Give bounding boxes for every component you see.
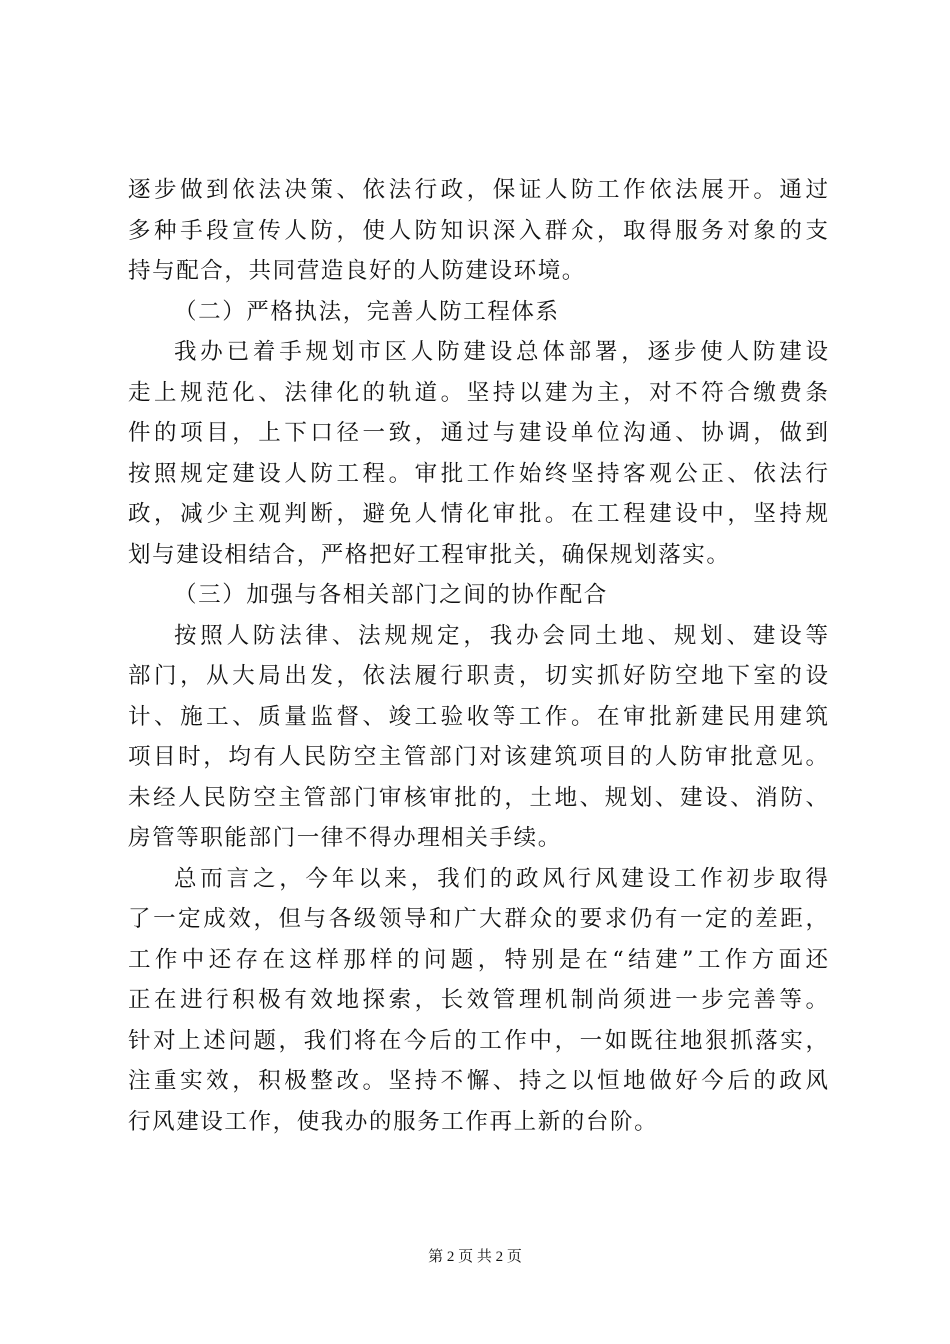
text-line: 针对上述问题，我们将在今后的工作中，一如既往地狠抓落实， — [128, 1027, 828, 1054]
text-line: 了一定成效，但与各级领导和广大群众的要求仍有一定的差距， — [128, 906, 828, 932]
text-line: 注重实效，积极整改。坚持不懈、持之以恒地做好今后的政风 — [128, 1068, 828, 1094]
text-line: 逐步做到依法决策、依法行政，保证人防工作依法展开。通过 — [128, 177, 828, 203]
text-line: 行风建设工作，使我办的服务工作再上新的台阶。 — [128, 1108, 659, 1135]
text-line: 件的项目，上下口径一致，通过与建设单位沟通、协调，做到 — [128, 420, 828, 446]
text-line: 项目时，均有人民防空主管部门对该建筑项目的人防审批意见。 — [128, 744, 828, 770]
text-line: 部门，从大局出发，依法履行职责，切实抓好防空地下室的设 — [128, 663, 828, 689]
section-heading: （三）加强与各相关部门之间的协作配合 — [174, 582, 608, 608]
text-line: 走上规范化、法律化的轨道。坚持以建为主，对不符合缴费条 — [128, 379, 828, 406]
text-line: 房管等职能部门一律不得办理相关手续。 — [128, 825, 562, 851]
paragraph-first-line: 按照人防法律、法规规定，我办会同土地、规划、建设等 — [174, 622, 828, 649]
text-line: 按照规定建设人防工程。审批工作始终坚持客观公正、依法行 — [128, 460, 828, 487]
document-body — [128, 170, 828, 1142]
text-line: 正在进行积极有效地探索，长效管理机制尚须进一步完善等。 — [128, 987, 828, 1013]
paragraph-first-line: 我办已着手规划市区人防建设总体部署，逐步使人防建设 — [174, 339, 828, 365]
text-line: 持与配合，共同营造良好的人防建设环境。 — [128, 258, 586, 284]
text-line: 多种手段宣传人防，使人防知识深入群众，取得服务对象的支 — [128, 217, 828, 244]
paragraph-first-line: 总而言之，今年以来，我们的政风行风建设工作初步取得 — [174, 865, 828, 892]
text-line: 未经人民防空主管部门审核审批的，土地、规划、建设、消防、 — [128, 784, 828, 811]
text-line: 政，减少主观判断，避免人情化审批。在工程建设中，坚持规 — [128, 501, 828, 527]
text-line: 计、施工、质量监督、竣工验收等工作。在审批新建民用建筑 — [128, 703, 828, 730]
page-number-footer: 第 2 页 共 2 页 — [428, 1249, 522, 1265]
section-heading: （二）严格执法，完善人防工程体系 — [174, 298, 560, 325]
text-line: 工作中还存在这样那样的问题，特别是在“结建”工作方面还 — [128, 946, 828, 973]
text-line: 划与建设相结合，严格把好工程审批关，确保规划落实。 — [128, 541, 731, 568]
